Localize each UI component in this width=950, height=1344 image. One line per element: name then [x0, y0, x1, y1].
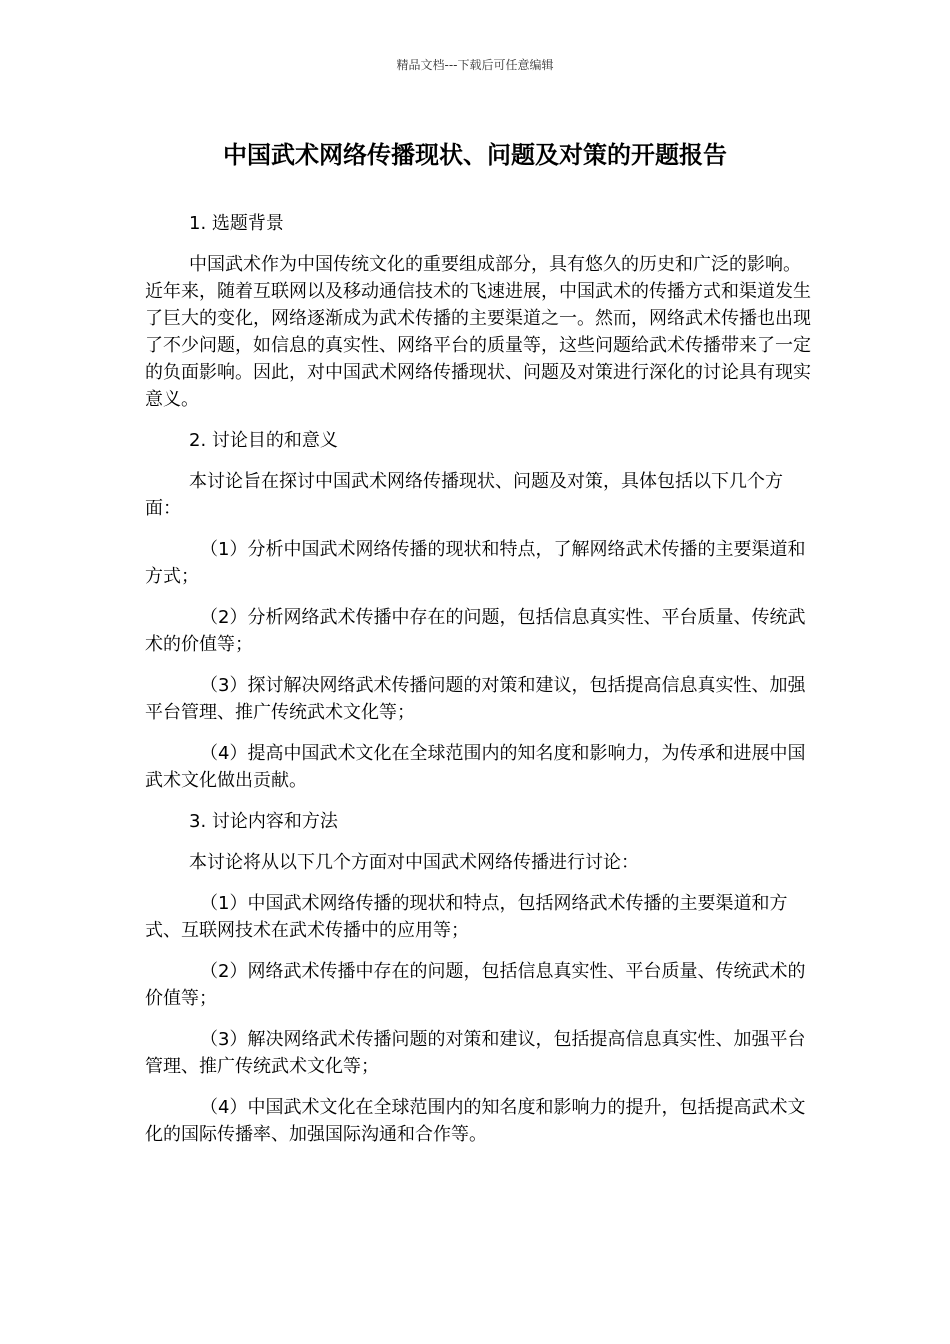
purpose-list-item: （2）分析网络武术传播中存在的问题，包括信息真实性、平台质量、传统武术的价值等； [145, 607, 806, 655]
section-heading-background: 1. 选题背景 [189, 213, 284, 234]
purpose-list-item: （4）提高中国武术文化在全球范围内的知名度和影响力，为传承和进展中国武术文化做出贡献。 [145, 743, 806, 791]
purpose-list-item: （3）探讨解决网络武术传播问题的对策和建议，包括提高信息真实性、加强平台管理、推广传统武术文化等； [145, 675, 806, 723]
background-paragraph: 中国武术作为中国传统文化的重要组成部分，具有悠久的历史和广泛的影响。近年来，随着互联网以及移动通信技术的飞速进展，中国武术的传播方式和渠道发生了巨大的变化，网络逐渐成为武术传播的主要渠道之一。然而，网络武术传播也出现了不少问题，如信息的真实性、网络平台的质量等，这些问题给武术传播带来了一定的负面影响。因此，对中国武术网络传播现状、问题及对策进行深化的讨论具有现实意义。 [145, 254, 811, 410]
document-body [145, 210, 813, 1162]
page-header-watermark: 精品文档---下载后可任意编辑 [396, 58, 554, 72]
content-list-item: （2）网络武术传播中存在的问题，包括信息真实性、平台质量、传统武术的价值等； [145, 961, 806, 1009]
section-heading-content-method: 3. 讨论内容和方法 [189, 811, 338, 832]
content-list-item: （4）中国武术文化在全球范围内的知名度和影响力的提升，包括提高武术文化的国际传播率、加强国际沟通和合作等。 [145, 1097, 806, 1145]
content-intro-paragraph: 本讨论将从以下几个方面对中国武术网络传播进行讨论： [189, 852, 639, 873]
document-title: 中国武术网络传播现状、问题及对策的开题报告 [223, 141, 727, 169]
content-list-item: （3）解决网络武术传播问题的对策和建议，包括提高信息真实性、加强平台管理、推广传统武术文化等； [145, 1029, 806, 1077]
purpose-list-item: （1）分析中国武术网络传播的现状和特点，了解网络武术传播的主要渠道和方式； [145, 539, 806, 587]
content-list-item: （1）中国武术网络传播的现状和特点，包括网络武术传播的主要渠道和方式、互联网技术在武术传播中的应用等； [145, 893, 788, 941]
section-heading-purpose: 2. 讨论目的和意义 [189, 430, 338, 451]
purpose-intro-paragraph: 本讨论旨在探讨中国武术网络传播现状、问题及对策，具体包括以下几个方面： [145, 471, 783, 519]
